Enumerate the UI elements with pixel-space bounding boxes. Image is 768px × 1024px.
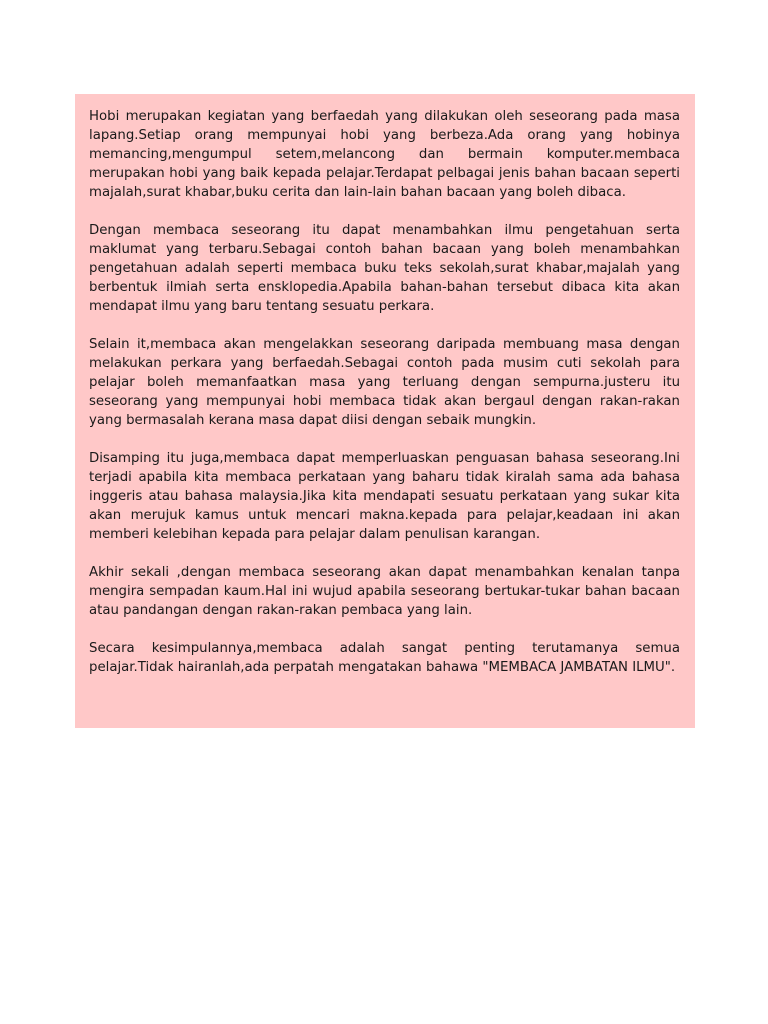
paragraph-friends: Akhir sekali ,dengan membaca seseorang akan dapat menambahkan kenalan tanpa mengira sempadan kaum.Hal ini wujud apabila seseorang bertukar-tukar bahan bacaan atau pandangan dengan rakan-rakan pembaca yang lain. (89, 565, 680, 618)
paragraph-time: Selain it,membaca akan mengelakkan seseorang daripada membuang masa dengan melakukan perkara yang berfaedah.Sebagai contoh pada musim cuti sekolah para pelajar boleh memanfaatkan masa yang terluang dengan sempurna.justeru itu seseorang yang mempunyai hobi membaca tidak akan bergaul dengan rakan-rakan yang bermasalah kerana masa dapat diisi dengan sebaik mungkin. (89, 337, 680, 428)
paragraph-language: Disamping itu juga,membaca dapat memperluaskan penguasan bahasa seseorang.Ini terjadi apabila kita membaca perkataan yang baharu tidak kiralah sama ada bahasa inggeris atau bahasa malaysia.Jika kita mendapati sesuatu perkataan yang sukar kita akan merujuk kamus untuk mencari makna.kepada para pelajar,keadaan ini akan memberi kelebihan kepada para pelajar dalam penulisan karangan. (89, 451, 680, 542)
essay-text-box (75, 94, 695, 728)
paragraph-knowledge: Dengan membaca seseorang itu dapat menambahkan ilmu pengetahuan serta maklumat yang terbaru.Sebagai contoh bahan bacaan yang boleh menambahkan pengetahuan adalah seperti membaca buku teks sekolah,surat khabar,majalah yang berbentuk ilmiah serta ensklopedia.Apabila bahan-bahan tersebut dibaca kita akan mendapat ilmu yang baru tentang sesuatu perkara. (89, 223, 680, 314)
paragraph-conclusion: Secara kesimpulannya,membaca adalah sangat penting terutamanya semua pelajar.Tidak hairanlah,ada perpatah mengatakan bahawa "MEMBACA JAMBATAN ILMU". (89, 641, 680, 675)
paragraph-intro: Hobi merupakan kegiatan yang berfaedah yang dilakukan oleh seseorang pada masa lapang.Setiap orang mempunyai hobi yang berbeza.Ada orang yang hobinya memancing,mengumpul setem,melancong dan bermain komputer.membaca merupakan hobi yang baik kepada pelajar.Terdapat pelbagai jenis bahan bacaan seperti majalah,surat khabar,buku cerita dan lain-lain bahan bacaan yang boleh dibaca. (89, 109, 680, 200)
